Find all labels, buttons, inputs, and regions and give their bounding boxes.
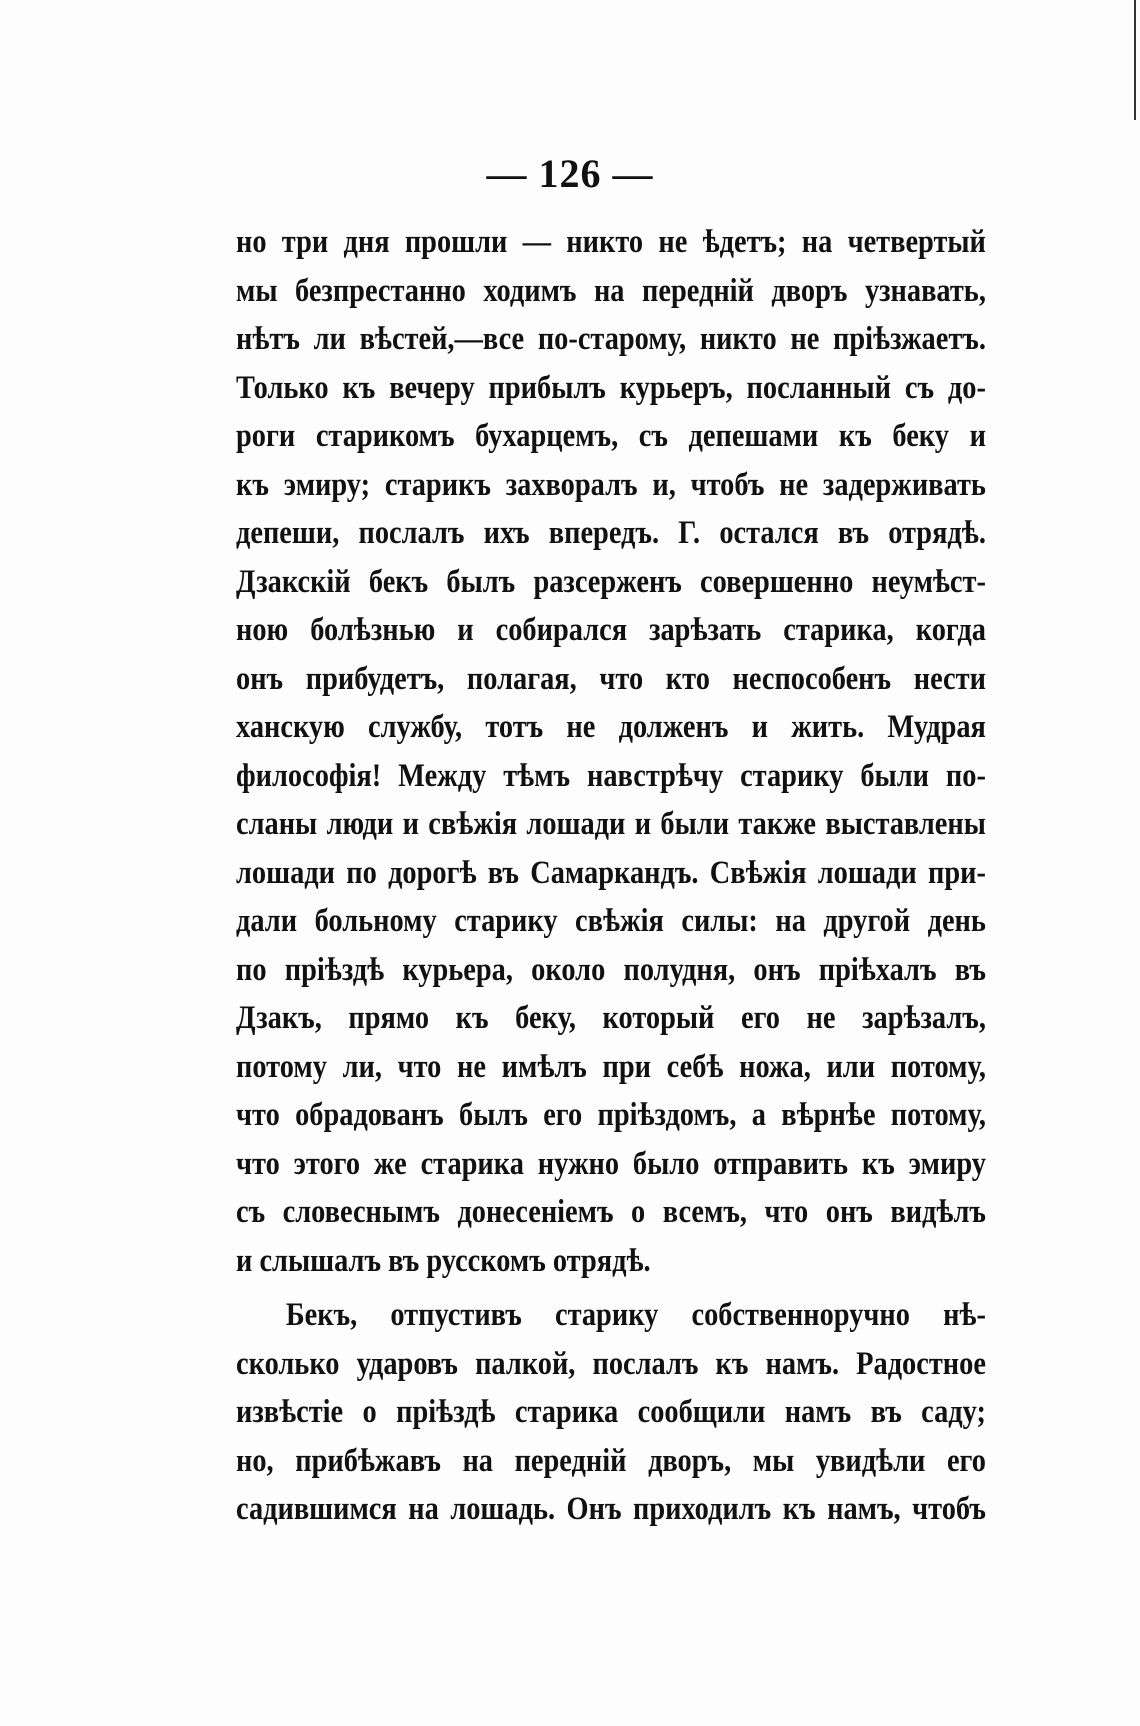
page-edge-line (1134, 0, 1136, 120)
text-line: по прiѣздѣ курьера, около полудня, онъ прiѣхалъ въ (236, 951, 986, 988)
text-line: онъ прибудетъ, полагая, что кто неспособенъ нести (236, 660, 986, 697)
paragraph-1 (236, 218, 986, 1285)
text-line: съ словеснымъ донесенiемъ о всемъ, что онъ видѣлъ (236, 1194, 986, 1230)
text-line: ною болѣзнью и собирался зарѣзать старика, когда (236, 612, 986, 648)
text-line: депеши, послалъ ихъ впередъ. Г. остался въ отрядѣ. (236, 515, 986, 551)
text-line: но, прибѣжавъ на переднiй дворъ, мы увидѣли его (236, 1442, 986, 1479)
text-line: и слышалъ въ русскомъ отрядѣ. (236, 1242, 651, 1279)
text-line: мы безпрестанно ходимъ на переднiй дворъ узнавать, (236, 272, 986, 309)
text-line: что этого же старика нужно было отправить къ эмиру (236, 1145, 986, 1182)
paragraph-2 (236, 1291, 986, 1534)
text-line: нѣтъ ли вѣстей,—все по-старому, никто не прiѣзжаетъ. (236, 321, 986, 357)
text-line: ханскую службу, тотъ не долженъ и жить. Мудрая (236, 709, 986, 745)
text-line: Только къ вечеру прибылъ курьеръ, посланный съ до- (236, 369, 986, 406)
text-line: философiя! Между тѣмъ навстрѣчу старику были по- (236, 757, 986, 794)
text-line: сколько ударовъ палкой, послалъ къ намъ. Радостное (236, 1345, 986, 1382)
text-line: къ эмиру; старикъ захворалъ и, чтобъ не задерживать (236, 466, 986, 503)
body-text (236, 218, 986, 1534)
text-line: потому ли, что не имѣлъ при себѣ ножа, или потому, (236, 1048, 986, 1085)
text-line: лошади по дорогѣ въ Самаркандъ. Свѣжiя лошади при- (236, 854, 986, 891)
text-line: что обрадованъ былъ его прiѣздомъ, а вѣрнѣе потому, (236, 1097, 986, 1133)
text-line: садившимся на лошадь. Онъ приходилъ къ намъ, чтобъ (236, 1491, 986, 1527)
text-line: Дзакскiй бекъ былъ разсерженъ совершенно неумѣст- (236, 563, 986, 600)
text-line: Бекъ, отпустивъ старику собственноручно нѣ- (285, 1297, 986, 1333)
text-line: роги старикомъ бухарцемъ, съ депешами къ беку и (236, 418, 986, 454)
text-line: извѣстie о прiѣздѣ старика сообщили намъ въ саду; (236, 1394, 986, 1430)
text-line: но три дня прошли — никто не ѣдетъ; на четвертый (236, 224, 986, 260)
text-line: дали больному старику свѣжiя силы: на другой день (236, 903, 986, 939)
text-line: сланы люди и свѣжiя лошади и были также выставлены (236, 806, 986, 842)
text-line: Дзакъ, прямо къ беку, который его не зарѣзалъ, (236, 1000, 986, 1036)
page-number: — 126 — (486, 151, 654, 196)
